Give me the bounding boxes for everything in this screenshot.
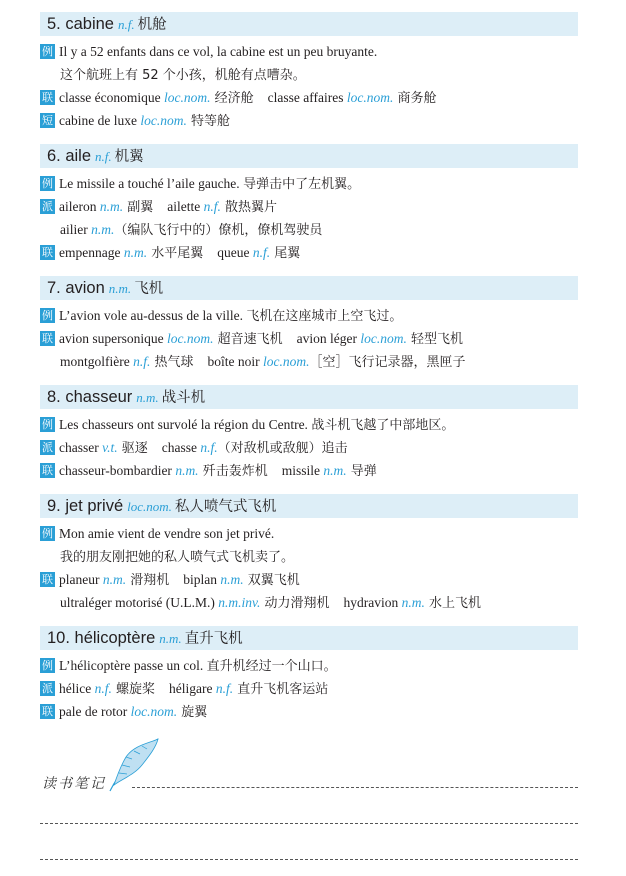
part-of-speech: n.m. [99, 199, 124, 214]
chinese-text: ［空］飞行记录器，黑匣子 [309, 355, 466, 370]
entry-line [40, 40, 578, 63]
part-of-speech: loc.nom. [140, 113, 187, 128]
entry-header [40, 385, 578, 409]
entry-line [40, 700, 578, 723]
headword-translation: 机舱 [137, 17, 167, 33]
part-of-speech: n.f. [215, 681, 234, 696]
feather-icon [104, 735, 164, 793]
vocab-entry [40, 12, 578, 132]
french-text: classe affaires [267, 90, 347, 105]
line-tag-badge: 例 [42, 309, 53, 323]
line-tag-badge: 派 [42, 200, 53, 214]
part-of-speech: n.f. [117, 17, 135, 32]
part-of-speech: loc.nom. [263, 354, 310, 369]
french-text: pale de rotor [59, 704, 131, 719]
chinese-text: 滑翔机 [126, 573, 170, 588]
chinese-text: 超音速飞机 [213, 332, 283, 347]
part-of-speech: loc.nom. [127, 499, 172, 514]
part-of-speech: n.m. [123, 245, 148, 260]
entry-line [40, 86, 578, 109]
french-text: cabine de luxe [59, 113, 141, 128]
entry-line [40, 241, 578, 264]
french-text: héligare [169, 681, 216, 696]
part-of-speech: n.m. [102, 572, 127, 587]
entry-line [40, 436, 578, 459]
reading-notes-area [40, 735, 578, 865]
french-text: planeur [59, 572, 103, 587]
french-text: avion léger [296, 331, 361, 346]
part-of-speech: n.m. [401, 595, 425, 610]
entry-line [40, 413, 578, 436]
headword: 5. cabine [47, 15, 114, 33]
part-of-speech: n.m.inv. [218, 595, 261, 610]
headword: 9. jet privé [47, 497, 124, 515]
part-of-speech: n.m. [91, 222, 115, 237]
entry-line [40, 218, 578, 241]
line-tag-badge: 联 [42, 246, 53, 260]
french-text: Mon amie vient de vendre son jet privé. [59, 526, 275, 541]
line-tag-badge: 例 [42, 527, 53, 541]
line-tag-badge: 联 [42, 464, 53, 478]
part-of-speech: n.f. [94, 681, 112, 696]
entry-header [40, 144, 578, 168]
chinese-text: 散热翼片 [220, 200, 278, 215]
french-text: hydravion [343, 595, 402, 610]
french-text: Il y a 52 enfants dans ce vol, la cabine est un peu bruyante. [59, 44, 378, 59]
french-text: chasseur-bombardier [59, 463, 176, 478]
part-of-speech: n.m. [220, 572, 244, 587]
part-of-speech: loc.nom. [346, 90, 394, 105]
vocab-entry [40, 144, 578, 264]
chinese-text: 我的朋友刚把她的私人喷气式飞机卖了。 [60, 550, 295, 565]
chinese-text: 直升机经过一个山口。 [206, 659, 337, 674]
line-tag-badge: 联 [42, 332, 53, 346]
part-of-speech: n.m. [159, 631, 182, 646]
line-tag-badge: 短 [42, 114, 53, 128]
chinese-text: 副翼 [123, 200, 154, 215]
chinese-text: 螺旋桨 [111, 682, 156, 697]
chinese-text: （编队飞行中的）僚机，僚机驾驶员 [114, 223, 323, 238]
part-of-speech: loc.nom. [360, 331, 407, 346]
vocab-entry [40, 626, 578, 723]
french-text: chasser [59, 440, 103, 455]
part-of-speech: n.f. [252, 245, 271, 260]
french-text: montgolfière [60, 354, 134, 369]
vocab-entry [40, 276, 578, 373]
french-text: L’avion vole au-dessus de la ville. [59, 308, 247, 323]
entry-header [40, 626, 578, 650]
entry-line [40, 109, 578, 132]
headword: 10. hélicoptère [47, 629, 156, 647]
chinese-text: 轻型飞机 [406, 332, 463, 347]
part-of-speech: loc.nom. [166, 331, 214, 346]
line-tag-badge: 例 [42, 45, 53, 59]
french-text: empennage [59, 245, 124, 260]
chinese-text: 旋翼 [177, 705, 208, 720]
entry-line [40, 172, 578, 195]
entry-line [40, 63, 578, 86]
notes-label: 读书笔记 [42, 776, 106, 792]
entry-header [40, 276, 578, 300]
headword-translation: 机翼 [114, 149, 144, 165]
chinese-text: 水上飞机 [424, 596, 481, 611]
french-text: L’hélicoptère passe un col. [59, 658, 207, 673]
entry-line [40, 304, 578, 327]
french-text: hélice [59, 681, 95, 696]
french-text: Le missile a touché l’aile gauche. [59, 176, 244, 191]
entry-line [40, 459, 578, 482]
chinese-text: 这个航班上有 52 个小孩，机舱有点嘈杂。 [60, 68, 306, 83]
headword: 8. chasseur [47, 388, 133, 406]
entry-line [40, 677, 578, 700]
entry-line [40, 195, 578, 218]
part-of-speech: loc.nom. [163, 90, 211, 105]
line-tag-badge: 派 [42, 441, 53, 455]
line-tag-badge: 例 [42, 177, 53, 191]
entry-line [40, 350, 578, 373]
chinese-text: 直升飞机客运站 [233, 682, 329, 697]
line-tag-badge: 联 [42, 573, 53, 587]
vocab-entry [40, 385, 578, 482]
chinese-text: 导弹 [346, 464, 377, 479]
chinese-text: 双翼飞机 [243, 573, 300, 588]
french-text: biplan [183, 572, 221, 587]
french-text: avion supersonique [59, 331, 167, 346]
chinese-text: 商务舱 [393, 91, 437, 106]
line-tag-badge: 例 [42, 659, 53, 673]
chinese-text: 特等舱 [186, 114, 230, 129]
headword-translation: 飞机 [134, 281, 164, 297]
chinese-text: 经济舱 [210, 91, 254, 106]
entry-line [40, 522, 578, 545]
entry-header [40, 12, 578, 36]
french-text: missile [281, 463, 324, 478]
french-text: Les chasseurs ont survolé la région du Centre. [59, 417, 312, 432]
part-of-speech: n.f. [203, 199, 221, 214]
entry-line [40, 327, 578, 350]
line-tag-badge: 派 [42, 682, 53, 696]
chinese-text: 水平尾翼 [147, 246, 204, 261]
part-of-speech: v.t. [102, 440, 118, 455]
chinese-text: 歼击轰炸机 [198, 464, 268, 479]
chinese-text: 尾翼 [270, 246, 301, 261]
headword: 6. aile [47, 147, 92, 165]
entry-line [40, 568, 578, 591]
french-text: chasse [161, 440, 201, 455]
chinese-text: 动力滑翔机 [260, 596, 330, 611]
note-line[interactable] [132, 787, 578, 788]
vocabulary-page [40, 12, 578, 735]
french-text: boîte noir [207, 354, 264, 369]
headword-translation: 直升飞机 [184, 631, 243, 647]
chinese-text: 导弹击中了左机翼。 [243, 177, 361, 192]
part-of-speech: n.m. [323, 463, 347, 478]
french-text: aileron [59, 199, 100, 214]
entry-header [40, 494, 578, 518]
note-line[interactable] [40, 823, 578, 824]
entry-line [40, 591, 578, 614]
part-of-speech: n.f. [95, 149, 112, 164]
chinese-text: 热气球 [150, 355, 194, 370]
french-text: ailette [167, 199, 204, 214]
line-tag-badge: 例 [42, 418, 53, 432]
line-tag-badge: 联 [42, 705, 53, 719]
headword-translation: 私人喷气式飞机 [174, 499, 277, 515]
chinese-text: （对敌机或敌舰）追击 [217, 441, 348, 456]
chinese-text: 飞机在这座城市上空飞过。 [246, 309, 403, 324]
line-tag-badge: 联 [42, 91, 53, 105]
entry-line [40, 545, 578, 568]
part-of-speech: n.f. [200, 440, 218, 455]
french-text: ailier [60, 222, 92, 237]
part-of-speech: n.f. [133, 354, 151, 369]
french-text: queue [217, 245, 253, 260]
chinese-text: 驱逐 [117, 441, 148, 456]
part-of-speech: n.m. [175, 463, 199, 478]
part-of-speech: n.m. [136, 390, 159, 405]
part-of-speech: n.m. [108, 281, 132, 296]
note-line[interactable] [40, 859, 578, 860]
part-of-speech: loc.nom. [130, 704, 178, 719]
headword: 7. avion [47, 279, 105, 297]
french-text: classe économique [59, 90, 164, 105]
vocab-entry [40, 494, 578, 614]
headword-translation: 战斗机 [161, 390, 206, 406]
chinese-text: 战斗机飞越了中部地区。 [311, 418, 455, 433]
french-text: ultraléger motorisé (U.L.M.) [60, 595, 219, 610]
entry-line [40, 654, 578, 677]
